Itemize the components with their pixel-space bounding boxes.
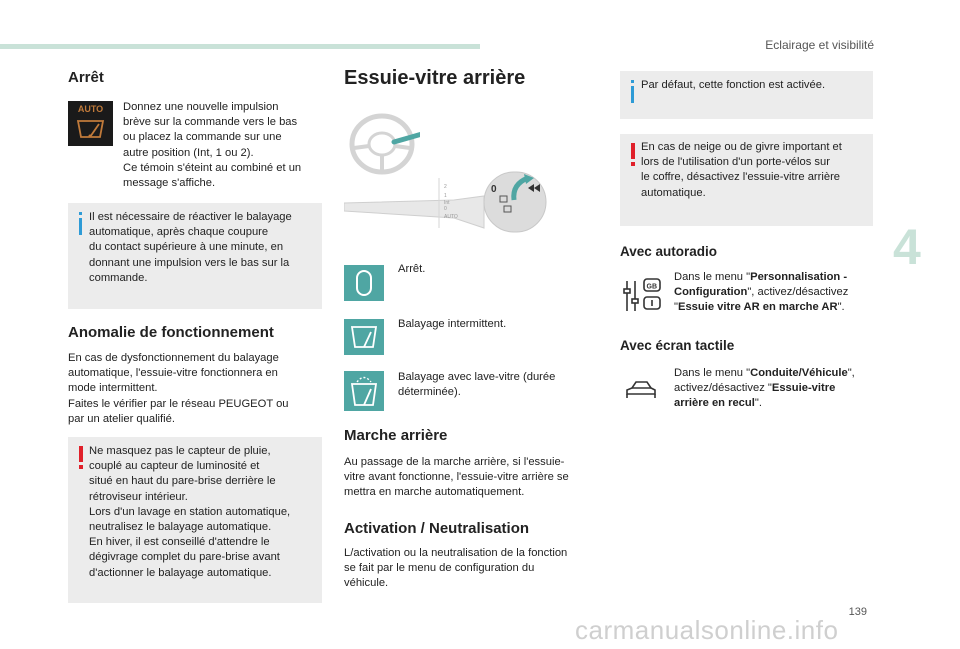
- wiper-telltale-icon: [68, 101, 113, 146]
- svg-text:1: 1: [444, 193, 447, 199]
- anomalie-text: En cas de dysfonctionnement du balayage automatique, l'essuie-vitre fonctionnera en mode intermittent. Faites le vérifier par le réseau PEUGEOT ou par un atelier qualifié.: [68, 352, 289, 425]
- anomalie-warning-box: Ne masquez pas le capteur de pluie, couplé au capteur de luminosité et situé en haut du pare-brise derrière le rétroviseur intérieur. Lors d'un lavage en station automatique, neutralisez le balayage automatique. En hiver, il est conseillé d'attendre le dégivrage complet du pare-brise avant d'actionner le balayage automatique.: [68, 437, 322, 603]
- autoradio-text: Dans le menu "Personnalisation - Configuration", activez/désactivez "Essuie vitre AR en marche AR".: [674, 271, 849, 314]
- arret-text: Donnez une nouvelle impulsion brève sur la commande vers le bas ou placez la commande sur une autre position (Int, 1 ou 2). Ce témoin s'éteint au combiné et un message s'affiche.: [123, 101, 302, 190]
- watermark: carmanualsonline.info: [575, 615, 839, 645]
- mode-off-label: Arrêt.: [398, 263, 426, 275]
- wiper-washer-icon: [344, 371, 384, 411]
- svg-text:Int: Int: [444, 200, 450, 206]
- header-accent-bar: [0, 44, 480, 49]
- wiper-off-icon: [344, 265, 384, 301]
- svg-text:GB: GB: [646, 283, 657, 291]
- autoradio-title: Avec autoradio: [620, 244, 718, 259]
- steering-wheel-illustration: [344, 108, 420, 176]
- marche-title: Marche arrière: [344, 427, 448, 444]
- auto-wiper-telltale-icon: AUTO: [68, 101, 113, 146]
- arret-title: Arrêt: [68, 69, 104, 86]
- marche-text: Au passage de la marche arrière, si l'essuie- vitre avant fonctionne, l'essuie-vitre arrière se mettra en marche automatiquement.: [344, 456, 569, 499]
- section-header: Eclairage et visibilité: [765, 38, 874, 52]
- warning-icon: [79, 446, 83, 470]
- chapter-number: 4: [893, 219, 921, 275]
- info-icon: [631, 80, 634, 104]
- right-info-box: Par défaut, cette fonction est activée.: [620, 71, 873, 119]
- activation-title: Activation / Neutralisation: [344, 520, 530, 537]
- warning-icon: [631, 143, 635, 167]
- wiper-intermittent-icon: [344, 319, 384, 355]
- right-warning-box: En cas de neige ou de givre important et lors de l'utilisation d'un porte-vélos sur le coffre, désactivez l'essuie-vitre arrière automatique.: [620, 134, 873, 226]
- stalk-zero-label: 0: [491, 184, 497, 195]
- tactile-text: Dans le menu "Conduite/Véhicule", activez/désactivez "Essuie-vitre arrière en recul".: [674, 367, 855, 410]
- info-icon: [79, 212, 82, 236]
- svg-text:AUTO: AUTO: [444, 214, 458, 220]
- arret-info-box: Il est nécessaire de réactiver le balayage automatique, après chaque coupure du contact supérieure à une minute, en donnant une impulsion vers le bas sur la commande.: [68, 203, 322, 309]
- tactile-title: Avec écran tactile: [620, 338, 735, 353]
- settings-sliders-icon: [622, 275, 664, 315]
- mode-intermittent-label: Balayage intermittent.: [398, 318, 507, 330]
- essuie-title: Essuie-vitre arrière: [344, 67, 526, 89]
- mode-washer-label: Balayage avec lave-vitre (durée déterminée).: [398, 371, 556, 399]
- activation-text: L/activation ou la neutralisation de la fonction se fait par le menu de configuration du véhicule.: [344, 547, 568, 590]
- anomalie-title: Anomalie de fonctionnement: [68, 324, 274, 341]
- car-icon: [624, 378, 658, 402]
- wiper-stalk-illustration: [344, 168, 554, 236]
- svg-text:0: 0: [444, 206, 447, 212]
- svg-text:2: 2: [444, 184, 447, 190]
- page-number: 139: [848, 606, 867, 618]
